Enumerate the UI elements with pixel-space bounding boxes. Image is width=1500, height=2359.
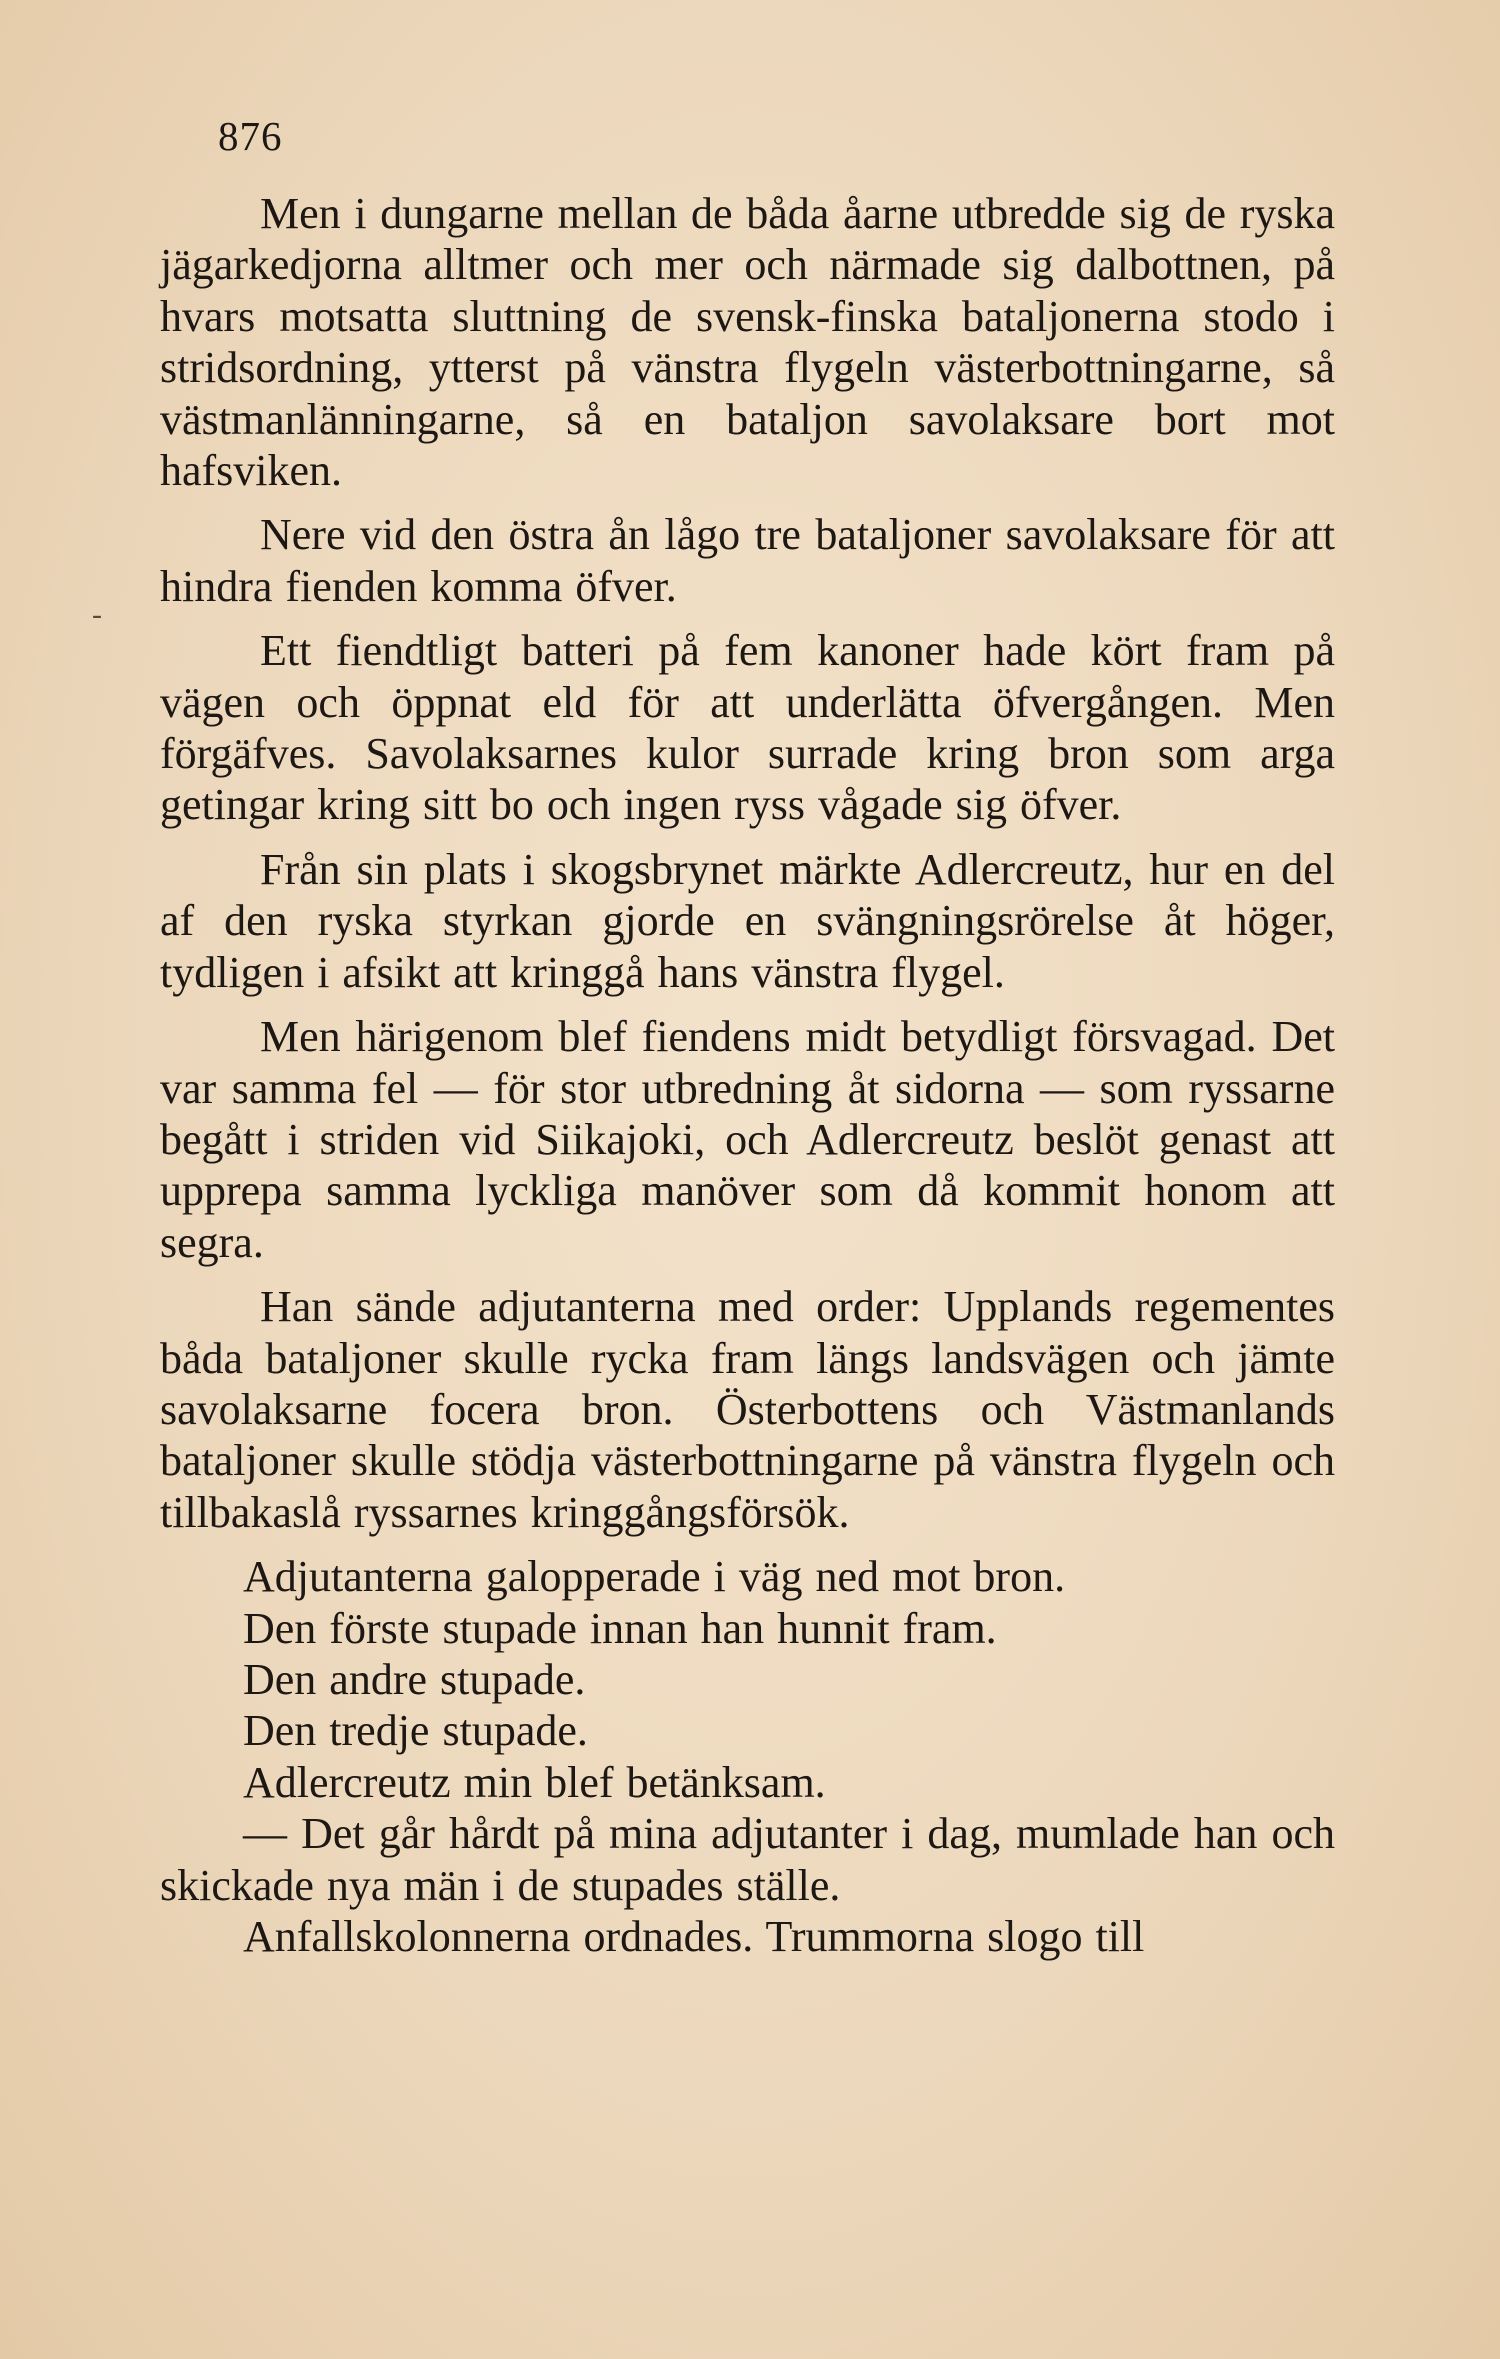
paragraph: Den tredje stupade.	[243, 1706, 588, 1756]
margin-mark: -	[92, 598, 102, 631]
paragraph: Adjutanterna galopperade i väg ned mot bron.	[243, 1552, 1066, 1602]
paragraph: Ett fiendtligt batteri på fem kanoner hade kört fram på vägen och öppnat eld för att underlätta öfvergången. Men förgäfves. Savolaksarnes kulor surrade kring bron som arga getingar kring sitt bo och ingen ryss vågade sig öfver.	[160, 626, 1335, 830]
paragraph: Han sände adjutanterna med order: Upplands regementes båda bataljoner skulle rycka fram längs landsvägen och jämte savolaksarne focera bron. Österbottens och Västmanlands bataljoner skulle stödja västerbottningarne på vänstra flygeln och tillbakaslå ryssarnes kringgångsförsök.	[160, 1282, 1335, 1537]
paragraph: Adlercreutz min blef betänksam.	[243, 1757, 826, 1807]
paragraph: Den förste stupade innan han hunnit fram.	[243, 1603, 997, 1653]
paragraph: Anfallskolonnerna ordnades. Trummorna slogo till	[243, 1912, 1145, 1961]
body-text	[160, 188, 1335, 1962]
paragraph: Från sin plats i skogsbrynet märkte Adlercreutz, hur en del af den ryska styrkan gjorde en svängningsrörelse åt höger, tydligen i afsikt att kringgå hans vänstra flygel.	[160, 844, 1335, 997]
paragraph: — Det går hårdt på mina adjutanter i dag, mumlade han och skickade nya män i de stupades ställe.	[160, 1809, 1335, 1910]
paragraph: Men härigenom blef fiendens midt betydligt försvagad. Det var samma fel — för stor utbredning åt sidorna — som ryssarne begått i striden vid Siikajoki, och Adlercreutz beslöt genast att upprepa samma lyckliga manöver som då kommit honom att segra.	[160, 1012, 1335, 1267]
paragraph: Men i dungarne mellan de båda åarne utbredde sig de ryska jägarkedjorna alltmer och mer och närmade sig dalbottnen, på hvars motsatta sluttning de svensk-finska bataljonerna stodo i stridsordning, ytterst på vänstra flygeln västerbottningarne, så västmanlänningarne, så en bataljon savolaksare bort mot hafsviken.	[160, 189, 1335, 496]
paragraph: Den andre stupade.	[243, 1654, 586, 1704]
page-number: 876	[218, 113, 283, 159]
paragraph: Nere vid den östra ån lågo tre bataljoner savolaksare för att hindra fienden komma öfver.	[160, 510, 1335, 611]
